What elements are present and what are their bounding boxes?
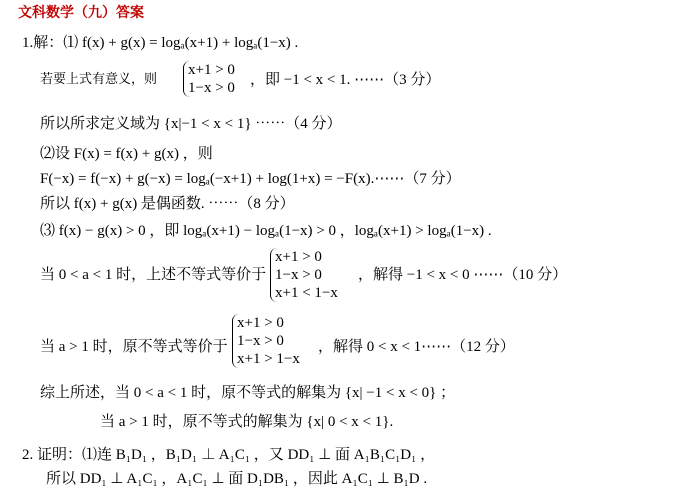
system-row: x+1 > 0: [237, 315, 284, 331]
system-row: 1−x > 0: [237, 333, 284, 349]
system-row: 1−x > 0: [275, 267, 322, 283]
system-row: x+1 > 0: [188, 62, 235, 78]
q1-condition-prefix: 若要上式有意义，则: [40, 72, 158, 87]
q1-part2-conclusion: 所以 f(x) + g(x) 是偶函数. ⋯⋯（8 分）: [40, 196, 295, 212]
q2-line-2: 所以 DD₁ ⊥ A₁C₁ ，A₁C₁ ⊥ 面 D₁DB₁ ，因此 A₁C₁ ⊥ B₁D .: [46, 471, 428, 487]
summary-line-2: 当 a > 1 时，原不等式的解集为 {x| 0 < x < 1}.: [100, 414, 394, 430]
case1-prefix: 当 0 < a < 1 时，上述不等式等价于: [40, 267, 267, 283]
q2-line-1: 2. 证明：⑴连 B₁D₁ ，B₁D₁ ⊥ A₁C₁ ，又 DD₁ ⊥ 面 A₁B₁C₁D₁ ，: [22, 447, 436, 463]
system-row: x+1 > 0: [275, 249, 322, 265]
system-row: x+1 > 1−x: [237, 351, 300, 367]
q1-part1-line: 1.解：⑴ f(x) + g(x) = logₐ(x+1) + logₐ(1−x) .: [22, 35, 299, 51]
q1-condition-suffix: ，即 −1 < x < 1. ⋯⋯（3 分）: [250, 72, 441, 88]
case2-suffix: ，解得 0 < x < 1⋯⋯（12 分）: [318, 339, 515, 355]
q1-part2-intro: ⑵设 F(x) = f(x) + g(x) ，则: [40, 146, 213, 162]
domain-condition-system: [183, 61, 235, 97]
case2-system: [232, 314, 300, 368]
q1-part2-calc: F(−x) = f(−x) + g(−x) = logₐ(−x+1) + log(1+x) = −F(x).⋯⋯（7 分）: [40, 171, 461, 187]
summary-line-1: 综上所述，当 0 < a < 1 时，原不等式的解集为 {x| −1 < x < 0} ；: [40, 385, 456, 401]
page-title: 文科数学（九）答案: [18, 5, 144, 21]
system-row: 1−x > 0: [188, 80, 235, 96]
case1-suffix: ，解得 −1 < x < 0 ⋯⋯（10 分）: [358, 267, 568, 283]
case1-system: [270, 248, 338, 302]
system-row: x+1 < 1−x: [275, 285, 338, 301]
q1-domain-line: 所以所求定义域为 {x|−1 < x < 1} ⋯⋯（4 分）: [40, 116, 342, 132]
q1-part3-line: ⑶ f(x) − g(x) > 0 ，即 logₐ(x+1) − logₐ(1−x) > 0 ，logₐ(x+1) > logₐ(1−x) .: [40, 223, 492, 239]
case2-prefix: 当 a > 1 时，原不等式等价于: [40, 339, 228, 355]
